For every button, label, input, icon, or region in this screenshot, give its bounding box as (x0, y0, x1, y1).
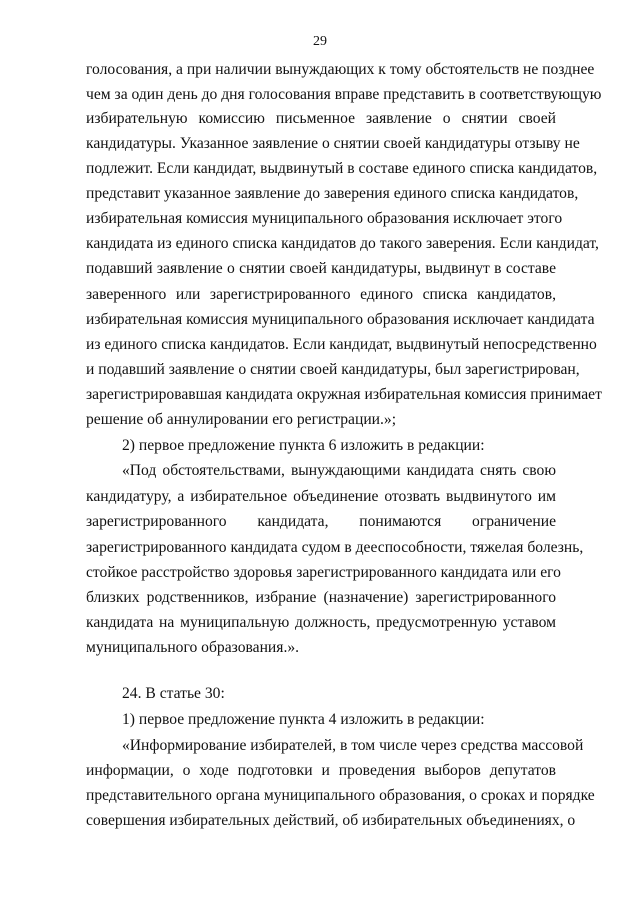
text-line: избирательная комиссия муниципального образования исключает кандидата (86, 311, 595, 328)
text-line: муниципального образования.». (86, 639, 300, 656)
text-line: кандидатуру, а избирательное объединение отозвать выдвинутого им (86, 488, 556, 505)
section-heading: 24. В статье 30: (122, 685, 225, 702)
text-line: решение об аннулировании его регистрации.»; (86, 411, 397, 428)
text-line: 2) первое предложение пункта 6 изложить в редакции: (122, 437, 485, 454)
text-line: представит указанное заявление до заверения единого списка кандидатов, (86, 185, 579, 202)
text-line: 1) первое предложение пункта 4 изложить в редакции: (122, 711, 485, 728)
text-line: зарегистрированного кандидата, понимаются ограничение (86, 513, 556, 530)
text-line: из единого списка кандидатов. Если кандидат, выдвинутый непосредственно (86, 336, 597, 353)
text-line: информации, о ходе подготовки и проведения выборов депутатов (86, 762, 556, 779)
text-line: кандидата из единого списка кандидатов до такого заверения. Если кандидат, (86, 235, 599, 252)
text-line: кандидатуры. Указанное заявление о снятии своей кандидатуры отзыву не (86, 135, 580, 152)
text-line: представительного органа муниципального образования, о сроках и порядке (86, 787, 595, 804)
text-line: кандидата на муниципальную должность, предусмотренную уставом (86, 614, 556, 631)
text-line: «Информирование избирателей, в том числе через средства массовой (122, 737, 584, 754)
text-line: голосования, а при наличии вынуждающих к тому обстоятельств не позднее (86, 61, 595, 78)
text-line: подавший заявление о снятии своей кандидатуры, выдвинут в составе (86, 260, 556, 277)
text-line: заверенного или зарегистрированного единого списка кандидатов, (86, 286, 556, 303)
text-line: зарегистрировавшая кандидата окружная избирательная комиссия принимает (86, 386, 602, 403)
text-line: совершения избирательных действий, об избирательных объединениях, о (86, 812, 576, 829)
text-line: избирательную комиссию письменное заявление о снятии своей (86, 110, 556, 127)
text-line: стойкое расстройство здоровья зарегистрированного кандидата или его (86, 564, 561, 581)
page-number: 29 (313, 34, 327, 49)
text-line: и подавший заявление о снятии своей кандидатуры, был зарегистрирован, (86, 361, 580, 378)
text-line: чем за один день до дня голосования вправе представить в соответствующую (86, 86, 602, 103)
text-line: «Под обстоятельствами, вынуждающими кандидата снять свою (122, 462, 556, 479)
text-line: подлежит. Если кандидат, выдвинутый в составе единого списка кандидатов, (86, 160, 598, 177)
text-line: близких родственников, избрание (назначение) зарегистрированного (86, 589, 556, 606)
text-line: избирательная комиссия муниципального образования исключает этого (86, 210, 563, 227)
text-line: зарегистрированного кандидата судом в дееспособности, тяжелая болезнь, (86, 539, 584, 556)
